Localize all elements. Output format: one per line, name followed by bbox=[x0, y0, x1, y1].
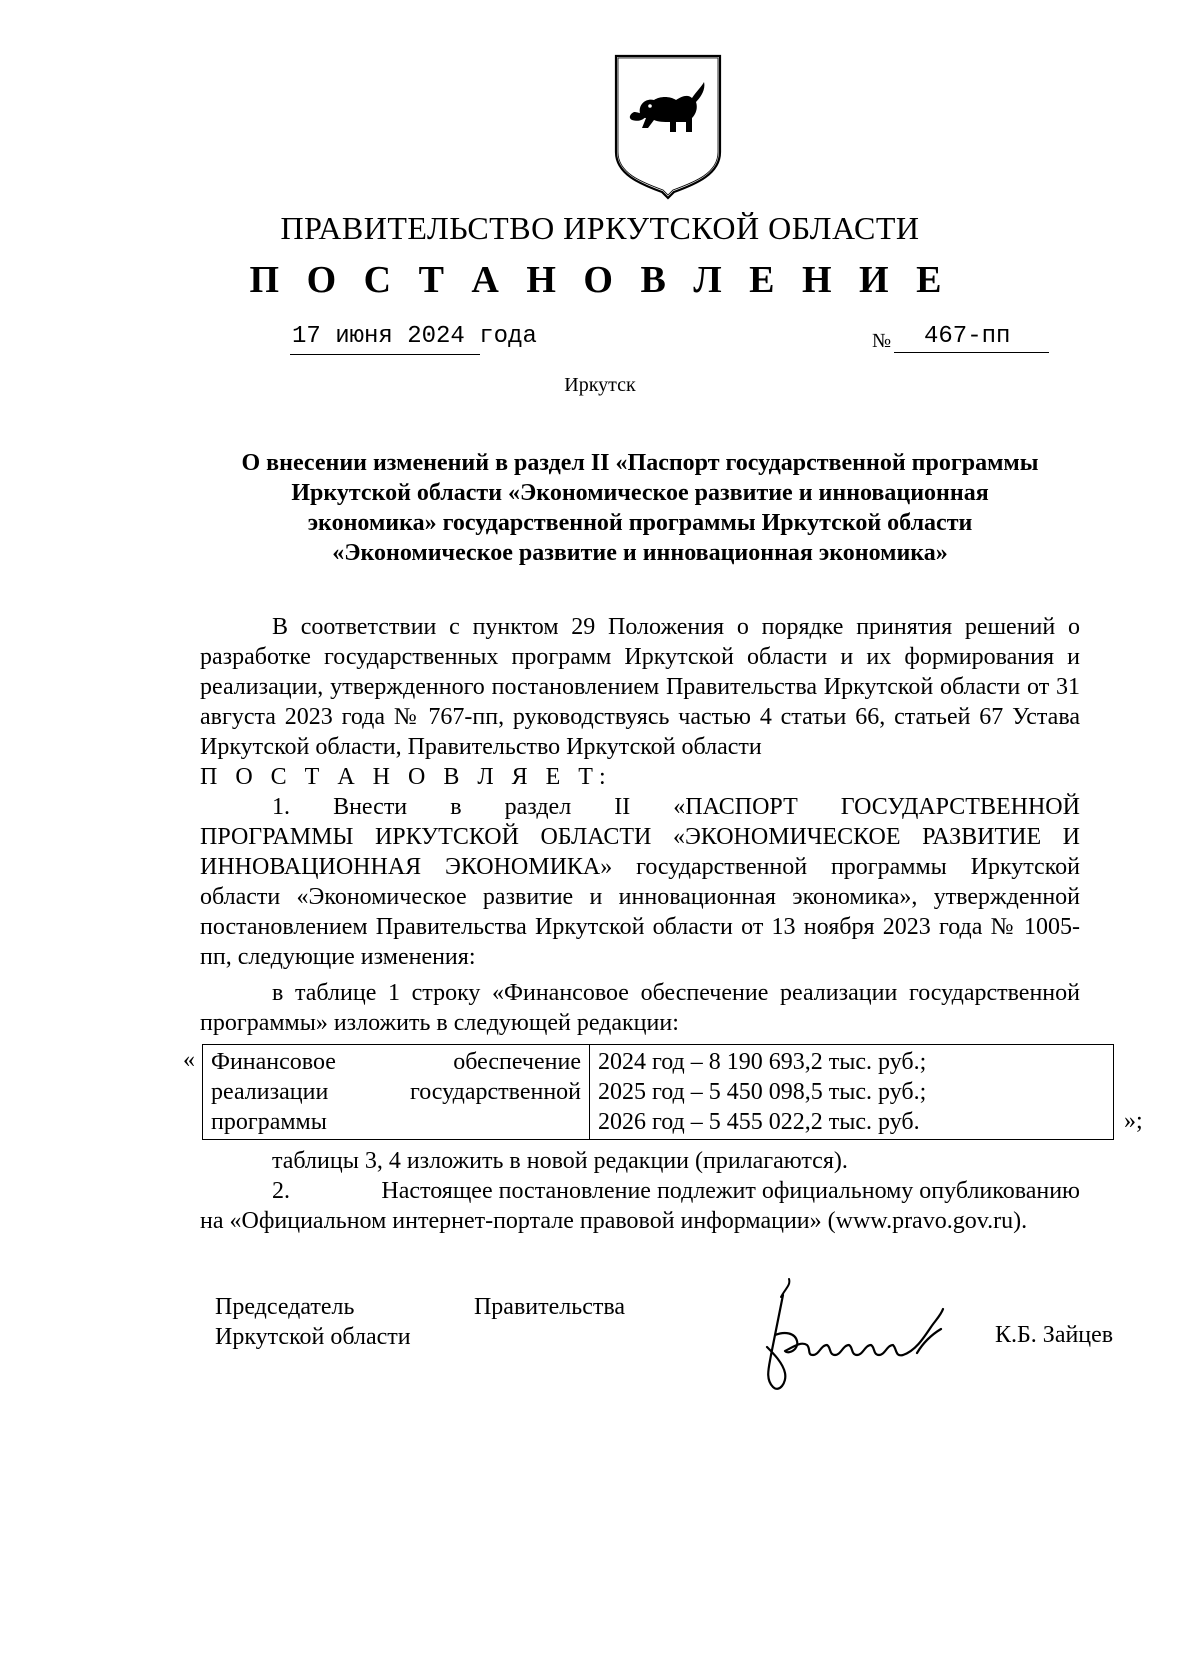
label-word: Финансовое bbox=[211, 1049, 336, 1075]
label-word: государственной bbox=[409, 1079, 581, 1105]
role-word: Председатель bbox=[215, 1294, 355, 1320]
role-line bbox=[215, 1292, 625, 1322]
signatory-role bbox=[215, 1292, 625, 1352]
label-line bbox=[211, 1107, 581, 1137]
value-line: 2024 год – 8 190 693,2 тыс. руб.; bbox=[598, 1049, 927, 1075]
word: «ПАСПОРТ bbox=[673, 794, 798, 820]
financing-table bbox=[202, 1044, 1114, 1140]
organization-name: ПРАВИТЕЛЬСТВО ИРКУТСКОЙ ОБЛАСТИ bbox=[280, 210, 920, 246]
word: раздел bbox=[504, 794, 572, 820]
quote-close: »; bbox=[1124, 1108, 1143, 1134]
title-line: «Экономическое развитие и инновационная экономика» bbox=[332, 540, 948, 566]
table-label-cell bbox=[203, 1045, 590, 1140]
item-1-paragraph bbox=[200, 792, 1080, 972]
item-1-first-line bbox=[200, 792, 1080, 822]
signatory-name: К.Б. Зайцев bbox=[995, 1322, 1114, 1348]
label-word: программы bbox=[211, 1109, 327, 1135]
label-line bbox=[211, 1047, 581, 1077]
label-word: обеспечение bbox=[453, 1049, 581, 1075]
value-line: 2025 год – 5 450 098,5 тыс. руб.; bbox=[598, 1079, 927, 1105]
role-line: Иркутской области bbox=[215, 1324, 411, 1350]
title-line: экономика» государственной программы Иркутской области bbox=[307, 510, 973, 536]
document-type: П О С Т А Н О В Л Е Н И Е bbox=[249, 259, 951, 301]
preamble-paragraph: В соответствии с пунктом 29 Положения о порядке принятия решений о разработке государственных программ Иркутской области и их формирования и реализации, утвержденного постановлением Правительства Иркутской области от 31 августа 2023 года № 767-пп, руководствуясь частью 4 статьи 66, статьей 67 Устава Иркутской области, Правительство Иркутской области bbox=[200, 614, 1080, 760]
number-label: № bbox=[872, 330, 892, 352]
value-line: 2026 год – 5 455 022,2 тыс. руб. bbox=[598, 1109, 920, 1135]
role-word: Правительства bbox=[473, 1294, 625, 1320]
label-word: реализации bbox=[211, 1079, 329, 1105]
document-date: 17 июня 2024 года bbox=[292, 323, 537, 350]
item-2-text: на «Официальном интернет-портале правовой информации» (www.pravo.gov.ru). bbox=[200, 1208, 1028, 1234]
word: Внести bbox=[333, 794, 408, 820]
resolves-heading: П О С Т А Н О В Л Я Е Т: bbox=[200, 764, 612, 790]
item-number: 2. bbox=[272, 1178, 290, 1204]
document-title bbox=[200, 448, 1080, 568]
title-line: О внесении изменений в раздел II «Паспорт государственной программы bbox=[241, 450, 1039, 476]
word: ГОСУДАРСТВЕННОЙ bbox=[840, 794, 1080, 820]
coat-of-arms-icon bbox=[612, 52, 724, 202]
handwritten-signature bbox=[745, 1275, 985, 1405]
word: в bbox=[450, 794, 462, 820]
item-number: 1. bbox=[272, 794, 290, 820]
number-underline bbox=[894, 352, 1049, 353]
item-1-text: ПРОГРАММЫ ИРКУТСКОЙ ОБЛАСТИ «ЭКОНОМИЧЕСКОЕ РАЗВИТИЕ И ИННОВАЦИОННАЯ ЭКОНОМИКА» государственной программы Иркутской области «Экономическое развитие и инновационная экономика», утвержденной постановлением Правительства Иркутской области от 13 ноября 2023 года № 1005-пп, следующие изменения: bbox=[200, 824, 1080, 970]
city: Иркутск bbox=[564, 374, 636, 396]
table-intro-paragraph: в таблице 1 строку «Финансовое обеспечение реализации государственной программы» изложить в следующей редакции: bbox=[200, 980, 1080, 1036]
item-text: Настоящее постановление подлежит официальному опубликованию bbox=[381, 1178, 1080, 1204]
label-line bbox=[211, 1077, 581, 1107]
quote-open: « bbox=[183, 1047, 195, 1073]
table-row bbox=[203, 1045, 1114, 1140]
tables-note: таблицы 3, 4 изложить в новой редакции (прилагаются). bbox=[272, 1148, 848, 1174]
document-number: 467-пп bbox=[924, 323, 1011, 350]
item-2-first-line bbox=[200, 1176, 1080, 1206]
table-values-cell bbox=[590, 1045, 1114, 1140]
word: II bbox=[614, 794, 631, 820]
title-line: Иркутской области «Экономическое развитие и инновационная bbox=[291, 480, 989, 506]
item-2-paragraph bbox=[200, 1176, 1080, 1236]
date-underline bbox=[290, 354, 480, 355]
